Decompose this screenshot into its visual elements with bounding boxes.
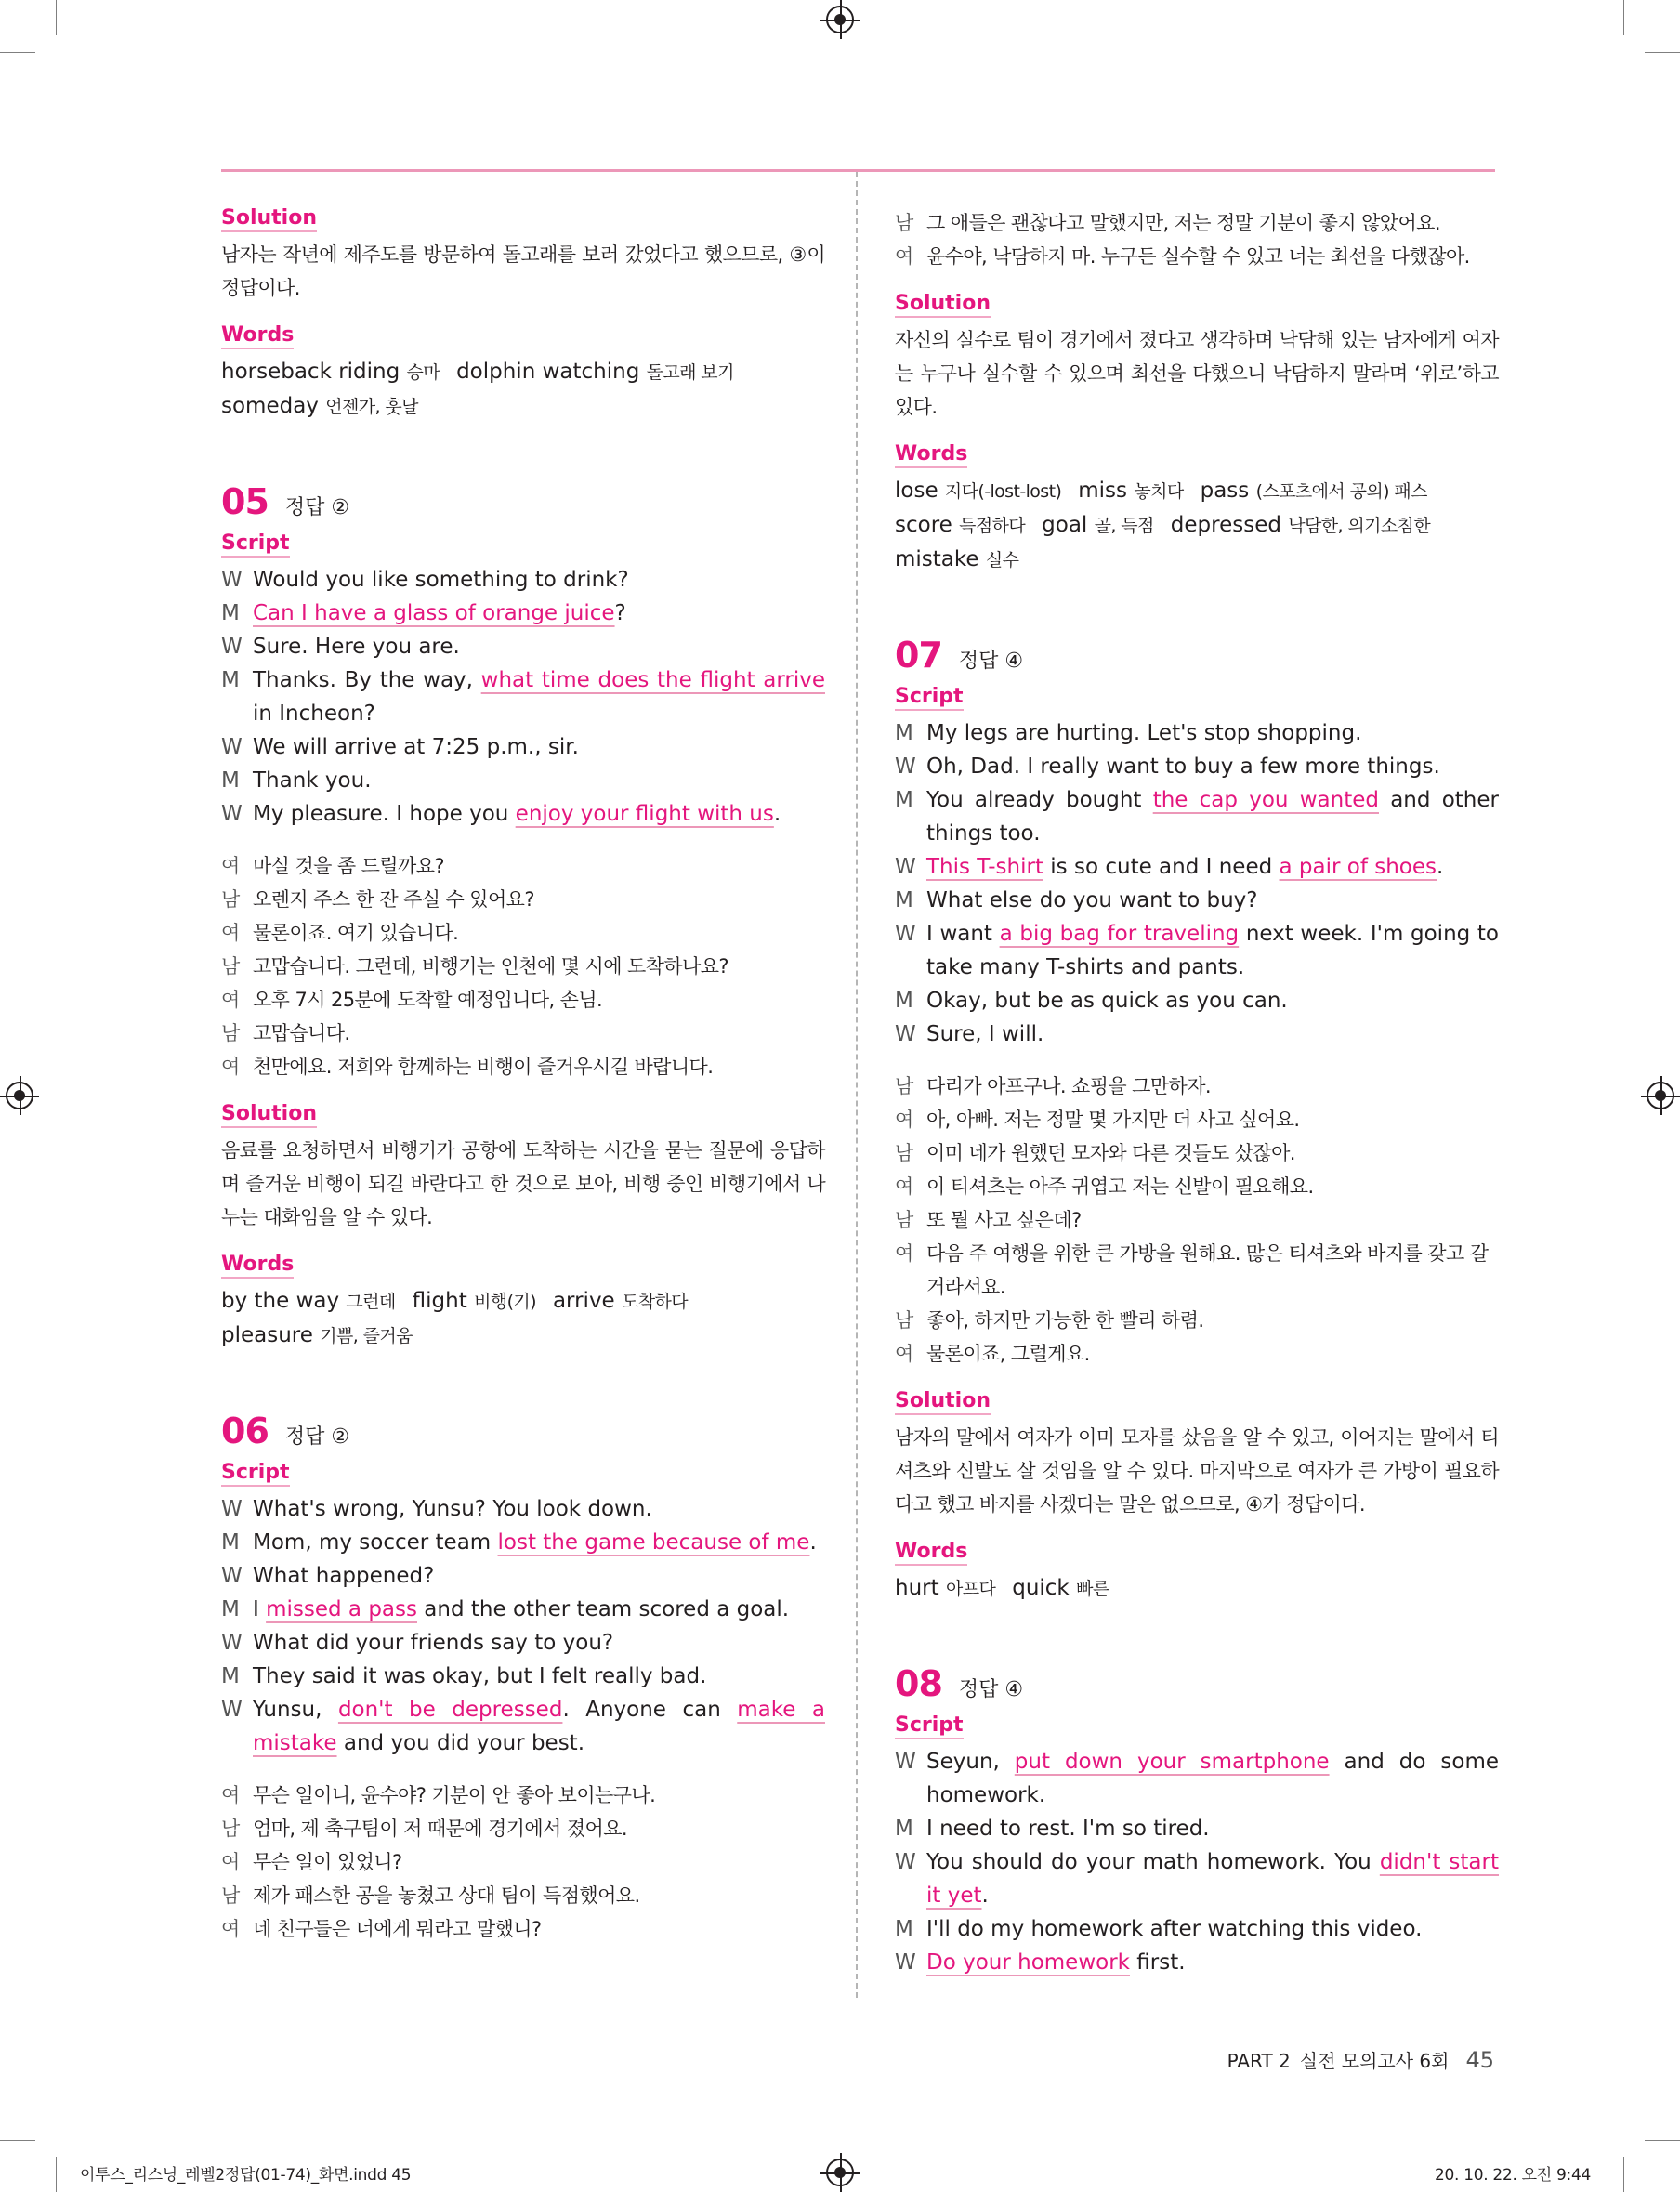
speaker-label: 남 — [221, 1022, 240, 1044]
solution-text: 음료를 요청하면서 비행기가 공항에 도착하는 시간을 묻는 질문에 응답하며 즐거운 비행이 되길 바란다고 한 것으로 보아, 비행 중인 비행기에서 나누는 대화임을 알 수 있다. — [221, 1139, 825, 1228]
word-term: miss — [1078, 479, 1135, 503]
script-line — [895, 884, 1499, 917]
translation-line — [221, 983, 825, 1017]
speaker-label: M — [895, 989, 913, 1013]
word-meaning: 승마 — [406, 362, 440, 383]
word-term: mistake — [895, 547, 986, 571]
word-meaning: 기쁨, 즐거움 — [320, 1326, 413, 1346]
registration-mark-icon — [826, 2159, 854, 2186]
speaker-label: M — [221, 1530, 240, 1555]
translation-text: 무슨 일이니, 윤수야? 기분이 안 좋아 보이는구나. — [253, 1784, 656, 1806]
speaker-label: W — [895, 1950, 916, 1975]
translation-text: 다리가 아프구나. 쇼핑을 그만하자. — [926, 1075, 1211, 1097]
translation-line — [895, 1304, 1499, 1337]
script-text: Do your homework first. — [926, 1950, 1186, 1975]
script-text: My pleasure. I hope you enjoy your flight with us. — [253, 802, 781, 826]
script-line — [895, 716, 1499, 750]
word-term: arrive — [552, 1289, 623, 1313]
speaker-label: M — [895, 888, 913, 912]
script-label: Script — [221, 1461, 290, 1487]
question-number: 06 — [221, 1411, 269, 1451]
translation-text: 엄마, 제 축구팀이 저 때문에 경기에서 졌어요. — [253, 1818, 627, 1840]
speaker-label: W — [221, 735, 243, 759]
solution-label: Solution — [895, 292, 991, 318]
translation-text: 또 뭘 사고 싶은데? — [926, 1209, 1082, 1231]
registration-mark-icon — [6, 1082, 33, 1109]
translation-line — [221, 1779, 825, 1812]
solution-label: Solution — [895, 1389, 991, 1415]
highlighted-phrase: don't be depressed — [337, 1698, 563, 1722]
highlighted-phrase: the cap you wanted — [1152, 788, 1379, 812]
script-dialogue — [895, 1745, 1499, 1979]
speaker-label: 여 — [221, 1784, 240, 1806]
words-row — [895, 474, 1499, 508]
word-term: lose — [895, 479, 945, 503]
speaker-label: W — [895, 1850, 916, 1874]
highlighted-phrase: lost the game because of me — [497, 1530, 810, 1555]
highlighted-phrase: missed a pass — [266, 1597, 417, 1621]
word-term: flight — [412, 1289, 475, 1313]
words-label: Words — [221, 323, 294, 349]
speaker-label: 여 — [895, 1175, 913, 1198]
translation-text: 좋아, 하지만 가능한 한 빨리 하렴. — [926, 1309, 1204, 1332]
translation-line — [895, 1337, 1499, 1371]
word-term: by the way — [221, 1289, 347, 1313]
solution-text: 남자는 작년에 제주도를 방문하여 돌고래를 보러 갔었다고 했으므로, ③이 정답이다. — [221, 243, 825, 299]
speaker-label: W — [221, 1497, 243, 1521]
script-label: Script — [221, 532, 290, 558]
answer-label: 정답 ④ — [958, 1678, 1024, 1701]
script-line — [895, 1845, 1499, 1912]
speaker-label: W — [895, 1022, 916, 1046]
translation-text: 네 친구들은 너에게 뭐라고 말했니? — [253, 1918, 542, 1940]
speaker-label: 남 — [221, 888, 240, 911]
question-number: 05 — [221, 481, 269, 522]
solution-text: 남자의 말에서 여자가 이미 모자를 샀음을 알 수 있고, 이어지는 말에서 티셔츠와 신발도 살 것임을 알 수 있다. 마지막으로 여자가 큰 가방이 필요하다고 했고 바지를 사겠다는 말은 없으므로, ④가 정답이다. — [895, 1426, 1499, 1516]
word-term: horseback riding — [221, 360, 407, 384]
word-meaning: 그런데 — [346, 1292, 396, 1312]
speaker-label: 남 — [221, 955, 240, 978]
highlighted-phrase: enjoy your flight with us — [515, 802, 774, 826]
registration-mark-icon — [826, 6, 854, 33]
translation-line — [221, 1879, 825, 1912]
word-meaning: 아프다 — [945, 1579, 996, 1599]
translation-text: 고맙습니다. 그런데, 비행기는 인천에 몇 시에 도착하나요? — [253, 955, 728, 978]
script-text: I need to rest. I'm so tired. — [926, 1817, 1210, 1841]
question-number: 07 — [895, 635, 942, 676]
words-row — [895, 543, 1499, 577]
translation-text: 다음 주 여행을 위한 큰 가방을 원해요. 많은 티셔츠와 바지를 갖고 갈 거라서요. — [926, 1242, 1489, 1298]
script-text: We will arrive at 7:25 p.m., sir. — [253, 735, 579, 759]
speaker-label: W — [221, 635, 243, 659]
translation-text: 무슨 일이 있었니? — [253, 1851, 402, 1873]
speaker-label: M — [221, 601, 240, 625]
page-number: 45 — [1465, 2047, 1494, 2073]
script-line — [895, 1946, 1499, 1979]
word-meaning: 실수 — [985, 550, 1019, 571]
translation-line — [221, 916, 825, 950]
translation-text: 물론이죠, 그럴게요. — [926, 1343, 1090, 1365]
translation-line — [221, 1912, 825, 1946]
speaker-label: 여 — [221, 1056, 240, 1078]
highlighted-phrase: make a mistake — [253, 1698, 825, 1755]
speaker-label: W — [895, 755, 916, 779]
word-meaning: 비행(기) — [474, 1292, 536, 1312]
script-text: I'll do my homework after watching this video. — [926, 1917, 1423, 1941]
speaker-label: 여 — [221, 1851, 240, 1873]
script-label: Script — [895, 1713, 964, 1739]
script-line — [221, 1559, 825, 1593]
word-meaning: 돌고래 보기 — [646, 362, 734, 383]
speaker-label: 남 — [221, 1884, 240, 1907]
word-meaning: 놓치다 — [1134, 481, 1184, 502]
answer-label: 정답 ② — [284, 1425, 350, 1449]
speaker-label: M — [895, 1817, 913, 1841]
script-line — [221, 597, 825, 630]
word-meaning: 득점하다 — [959, 516, 1026, 536]
word-meaning: 낙담한, 의기소침한 — [1288, 516, 1431, 536]
script-line — [221, 1660, 825, 1693]
word-term: depressed — [1170, 513, 1289, 537]
translation-line — [221, 1812, 825, 1845]
highlighted-phrase: a pair of shoes — [1279, 855, 1437, 879]
word-meaning: (스포츠에서 공의) 패스 — [1255, 481, 1427, 502]
script-line — [221, 1693, 825, 1760]
script-text: Would you like something to drink? — [253, 568, 629, 592]
translation-text: 제가 패스한 공을 놓쳤고 상대 팀이 득점했어요. — [253, 1884, 640, 1907]
script-line — [895, 917, 1499, 984]
translation-line — [221, 883, 825, 916]
translation-line — [221, 1017, 825, 1050]
speaker-label: 여 — [221, 855, 240, 877]
speaker-label: M — [221, 1597, 240, 1621]
script-line — [221, 1593, 825, 1626]
column-separator — [856, 172, 858, 1998]
script-line — [221, 663, 825, 730]
speaker-label: W — [221, 568, 243, 592]
speaker-label: W — [895, 855, 916, 879]
script-dialogue — [221, 1492, 825, 1760]
word-term: score — [895, 513, 960, 537]
translation-line — [221, 849, 825, 883]
script-text: Oh, Dad. I really want to buy a few more things. — [926, 755, 1440, 779]
script-dialogue — [895, 716, 1499, 1051]
script-line — [221, 1626, 825, 1660]
speaker-label: 남 — [895, 1142, 913, 1164]
script-line — [895, 850, 1499, 884]
words-label: Words — [895, 1540, 967, 1566]
script-line — [221, 730, 825, 764]
translation-line — [221, 950, 825, 983]
speaker-label: 남 — [895, 1309, 913, 1332]
question-header — [221, 481, 825, 526]
translation-text: 천만에요. 저희와 함께하는 비행이 즐거우시길 바랍니다. — [253, 1056, 714, 1078]
script-label: Script — [895, 685, 964, 711]
speaker-label: 여 — [221, 1918, 240, 1940]
word-term: goal — [1042, 513, 1095, 537]
words-label: Words — [221, 1253, 294, 1279]
word-meaning: 빠른 — [1076, 1579, 1109, 1599]
speaker-label: W — [221, 1631, 243, 1655]
page-footer — [1227, 2046, 1494, 2073]
translation-line — [895, 1136, 1499, 1170]
script-text: What's wrong, Yunsu? You look down. — [253, 1497, 652, 1521]
speaker-label: M — [221, 1664, 240, 1688]
script-text: What happened? — [253, 1564, 435, 1588]
word-term: dolphin watching — [456, 360, 647, 384]
slug-date: 20. 10. 22. 오전 9:44 — [1434, 2166, 1591, 2185]
words-row — [895, 508, 1499, 543]
script-text: This T-shirt is so cute and I need a pair of shoes. — [926, 855, 1444, 879]
script-line — [221, 1526, 825, 1559]
words-section — [221, 323, 825, 424]
script-line — [895, 1017, 1499, 1051]
word-term: pass — [1200, 479, 1256, 503]
script-line — [895, 750, 1499, 783]
translation-text: 윤수야, 낙담하지 마. 누구든 실수할 수 있고 너는 최선을 다했잖아. — [926, 245, 1470, 268]
solution-text: 자신의 실수로 팀이 경기에서 졌다고 생각하며 낙담해 있는 남자에게 여자는 누구나 실수할 수 있으며 최선을 다했으니 낙담하지 말라며 ‘위로’하고 있다. — [895, 329, 1499, 418]
translation-dialogue — [895, 1070, 1499, 1371]
question-07 — [895, 635, 1499, 1606]
solution-label: Solution — [221, 1102, 317, 1128]
speaker-label: W — [895, 922, 916, 946]
script-line — [895, 1812, 1499, 1845]
words-row — [221, 355, 825, 389]
speaker-label: M — [895, 721, 913, 745]
crop-mark — [56, 0, 57, 35]
slug-file-info: 이투스_리스닝_레벨2정답(01-74)_화면.indd 45 — [80, 2166, 412, 2185]
speaker-label: 여 — [221, 922, 240, 944]
words-row — [221, 1284, 825, 1319]
script-text: What did your friends say to you? — [253, 1631, 614, 1655]
speaker-label: W — [895, 1750, 916, 1774]
script-line — [895, 1912, 1499, 1946]
answer-label: 정답 ② — [284, 496, 350, 519]
footer-part: PART 2 — [1227, 2050, 1291, 2072]
script-text: They said it was okay, but I felt really bad. — [253, 1664, 707, 1688]
question-number: 08 — [895, 1663, 942, 1704]
crop-mark — [0, 52, 35, 53]
speaker-label: M — [895, 1917, 913, 1941]
word-meaning: 언젠가, 훗날 — [325, 397, 418, 417]
script-line — [221, 563, 825, 597]
word-term: quick — [1012, 1576, 1077, 1600]
translation-text: 이미 네가 원했던 모자와 다른 것들도 샀잖아. — [926, 1142, 1295, 1164]
highlighted-phrase: put down your smartphone — [1014, 1750, 1330, 1774]
footer-title: 실전 모의고사 6회 — [1299, 2050, 1450, 2072]
highlighted-phrase: Do your homework — [926, 1950, 1130, 1975]
script-line — [221, 630, 825, 663]
highlighted-phrase: Can I have a glass of orange juice — [253, 601, 615, 625]
script-line — [221, 1492, 825, 1526]
script-text: Sure. Here you are. — [253, 635, 460, 659]
words-list — [221, 355, 825, 424]
question-header — [895, 635, 1499, 679]
highlighted-phrase: This T-shirt — [926, 855, 1043, 879]
speaker-label: 여 — [895, 1109, 913, 1131]
word-meaning: 도착하다 — [622, 1292, 689, 1312]
script-text: Yunsu, don't be depressed. Anyone can make a mistake and you did your best. — [253, 1698, 825, 1755]
words-label: Words — [895, 442, 967, 468]
translation-text: 이 티셔츠는 아주 귀엽고 저는 신발이 필요해요. — [926, 1175, 1314, 1198]
question-08 — [895, 1663, 1499, 1979]
words-list — [895, 474, 1499, 577]
speaker-label: 여 — [221, 989, 240, 1011]
question-06-continued — [895, 206, 1499, 577]
script-text: Can I have a glass of orange juice? — [253, 601, 626, 625]
speaker-label: M — [221, 668, 240, 692]
script-text: What else do you want to buy? — [926, 888, 1258, 912]
translation-line — [895, 240, 1499, 273]
speaker-label: W — [221, 1564, 243, 1588]
crop-mark — [1645, 2140, 1680, 2141]
words-row — [221, 1319, 825, 1353]
script-text: Mom, my soccer team lost the game because of me. — [253, 1530, 817, 1555]
speaker-label: 여 — [895, 1343, 913, 1365]
crop-mark — [56, 2157, 57, 2192]
script-line — [221, 797, 825, 831]
translation-line — [895, 1237, 1499, 1304]
script-line — [895, 1745, 1499, 1812]
speaker-label: 남 — [895, 1075, 913, 1097]
speaker-label: W — [221, 1698, 243, 1722]
script-dialogue — [221, 563, 825, 831]
translation-dialogue — [221, 849, 825, 1083]
crop-mark — [1623, 2157, 1624, 2192]
question-05 — [221, 481, 825, 1353]
translation-text: 그 애들은 괜찮다고 말했지만, 저는 정말 기분이 좋지 않았어요. — [926, 212, 1440, 234]
header-rule — [221, 169, 1495, 172]
script-text: You should do your math homework. You didn't start it yet. — [926, 1850, 1500, 1908]
question-header — [221, 1411, 825, 1455]
question-06 — [221, 1411, 825, 1946]
solution-label: Solution — [221, 206, 317, 232]
speaker-label: 남 — [895, 1209, 913, 1231]
speaker-label: M — [895, 788, 913, 812]
speaker-label: 여 — [895, 1242, 913, 1265]
left-column — [221, 206, 825, 1946]
words-row — [221, 389, 825, 424]
script-text: Sure, I will. — [926, 1022, 1044, 1046]
translation-line — [895, 206, 1499, 240]
script-text: Okay, but be as quick as you can. — [926, 989, 1288, 1013]
translation-text: 물론이죠. 여기 있습니다. — [253, 922, 459, 944]
script-line — [895, 984, 1499, 1017]
translation-line — [895, 1103, 1499, 1136]
answer-label: 정답 ④ — [958, 650, 1024, 673]
highlighted-phrase: didn't start it yet — [926, 1850, 1500, 1908]
highlighted-phrase: a big bag for traveling — [999, 922, 1240, 946]
translation-line — [895, 1070, 1499, 1103]
translation-line — [895, 1170, 1499, 1203]
word-meaning: 골, 득점 — [1094, 516, 1154, 536]
script-text: Thanks. By the way, what time does the flight arrive in Incheon? — [253, 668, 825, 726]
registration-mark-icon — [1647, 1082, 1674, 1109]
script-text: My legs are hurting. Let's stop shopping. — [926, 721, 1362, 745]
words-list — [221, 1284, 825, 1353]
script-text: Seyun, put down your smartphone and do some homework. — [926, 1750, 1499, 1807]
script-text: I missed a pass and the other team scored a goal. — [253, 1597, 790, 1621]
speaker-label: M — [221, 768, 240, 793]
speaker-label: W — [221, 802, 243, 826]
translation-text: 오렌지 주스 한 잔 주실 수 있어요? — [253, 888, 534, 911]
speaker-label: 남 — [895, 212, 913, 234]
translation-text: 아, 아빠. 저는 정말 몇 가지만 더 사고 싶어요. — [926, 1109, 1300, 1131]
translation-line — [895, 1203, 1499, 1237]
script-text: I want a big bag for traveling next week. I'm going to take many T-shirts and pants. — [926, 922, 1499, 979]
crop-mark — [1623, 0, 1624, 35]
translation-text: 고맙습니다. — [253, 1022, 350, 1044]
translation-text: 오후 7시 25분에 도착할 예정입니다, 손님. — [253, 989, 603, 1011]
speaker-label: 남 — [221, 1818, 240, 1840]
solution-section — [221, 206, 825, 305]
translation-text: 마실 것을 좀 드릴까요? — [253, 855, 444, 877]
word-term: someday — [221, 394, 326, 418]
translation-line — [221, 1845, 825, 1879]
script-text: You already bought the cap you wanted and other things too. — [926, 788, 1499, 846]
highlighted-phrase: what time does the flight arrive — [480, 668, 825, 692]
translation-line — [221, 1050, 825, 1083]
crop-mark — [1645, 52, 1680, 53]
word-meaning: 지다(-lost-lost) — [944, 481, 1062, 502]
word-term: pleasure — [221, 1323, 321, 1347]
right-column — [895, 206, 1499, 1979]
crop-mark — [0, 2140, 35, 2141]
script-text: Thank you. — [253, 768, 372, 793]
speaker-label: 여 — [895, 245, 913, 268]
script-line — [895, 783, 1499, 850]
translation-dialogue — [895, 206, 1499, 273]
question-header — [895, 1663, 1499, 1708]
script-line — [221, 764, 825, 797]
word-term: hurt — [895, 1576, 946, 1600]
translation-dialogue — [221, 1779, 825, 1946]
words-row — [895, 1571, 1499, 1606]
words-list — [895, 1571, 1499, 1606]
